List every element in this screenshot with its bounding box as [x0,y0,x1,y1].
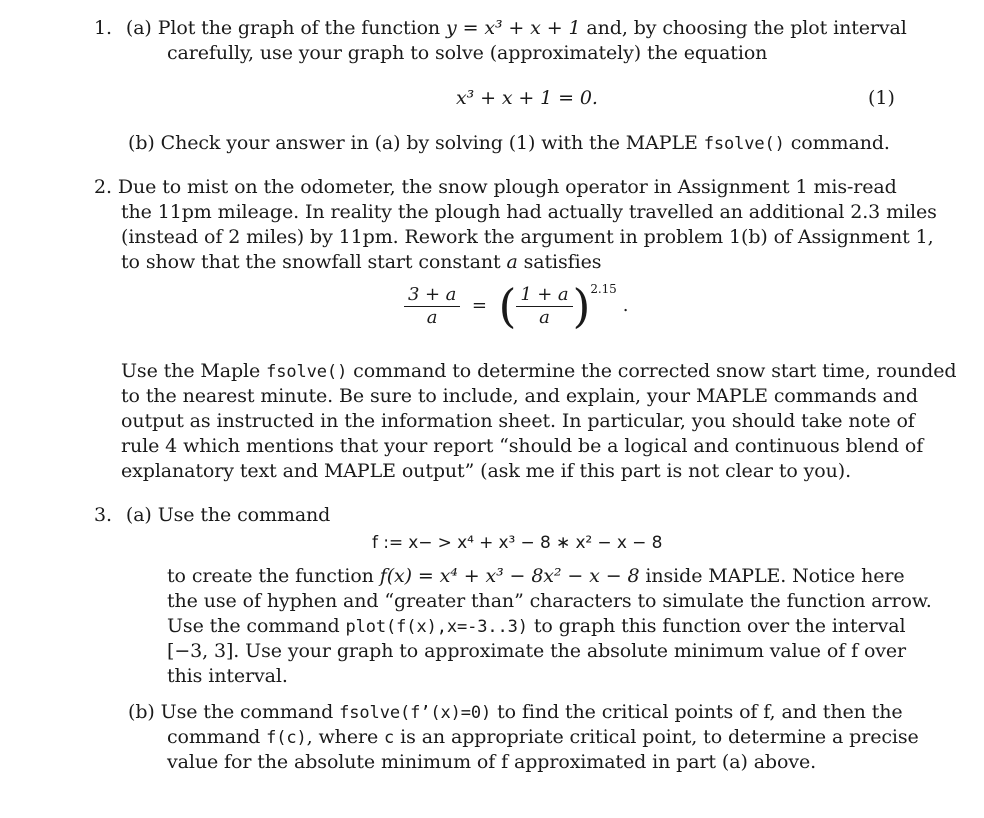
problem1b-text: Check your answer in (a) by solving (1) with the MAPLE [160,132,698,154]
problem3a-text: to create the function [167,565,374,587]
lhs-numerator: 3 + a [404,284,460,307]
para-text-after: command to determine the corrected snow start time, rounded [353,360,957,382]
problem2-number: 2. [94,176,112,198]
problem3a-intro: Use the command [157,504,331,526]
problem3b-text-after: to find the critical points of f, and then the [497,701,903,723]
problem1b-line [128,131,890,156]
problem2-line2: the 11pm mileage. In reality the plough had actually travelled an additional 2.3 miles [121,201,937,223]
problem3a-line6: this interval. [167,665,288,687]
rhs-denominator: a [539,306,550,328]
problem3b-text-2: command [167,726,261,748]
problem3a-text-after: inside MAPLE. Notice here [645,565,905,587]
problem3b-line1 [128,700,903,725]
problem2-line1 [94,175,897,199]
problem1-line1 [94,16,907,40]
problem3a-text-3: Use the command [167,615,340,637]
problem2-para-line5: explanatory text and MAPLE output” (ask me if this part is not clear to you). [121,460,852,482]
maple-command: f := x− > x⁴ + x³ − 8 ∗ x² − x − 8 [372,533,663,553]
problem2-text-4: to show that the snowfall start constant [121,251,501,273]
problem2-para-line2: to the nearest minute. Be sure to include, and explain, your MAPLE commands and [121,385,918,407]
snowfall-formula: $\frac{3 + a}{a}$ = ( $\frac{1 + a}{a}$ )$^{2.15}$. [404,283,628,329]
para-text: Use the Maple [121,360,261,382]
problem3a-label: (a) [125,504,152,526]
problem3b-text: Use the command [160,701,334,723]
lhs-denominator: a [426,306,438,328]
problem3a-line5: [−3, 3]. Use your graph to approximate the absolute minimum value of f over [167,640,907,662]
equation-number: (1) [868,87,895,109]
plot-code: plot(f(x),x=-3..3) [345,617,528,637]
problem2-text-tail: satisfies [523,251,602,273]
problem1a-function: y = x³ + x + 1 [446,17,581,39]
problem3-line1 [94,503,330,527]
problem3a-line2 [167,564,905,588]
problem3-number: 3. [94,504,112,526]
problem2-text: Due to mist on the odometer, the snow plough operator in Assignment 1 mis-read [117,176,897,198]
problem1b-label: (b) [128,132,155,154]
problem1-number: 1. [94,17,112,39]
problem3b-label: (b) [128,701,155,723]
problem3a-line4 [167,614,905,639]
problem3b-mid: , where [306,726,379,748]
variable-a: a [506,251,518,273]
formula-exponent: 2.15 [590,282,617,296]
function-definition: f(x) = x⁴ + x³ − 8x² − x − 8 [379,565,640,587]
fsolve-code-2: fsolve() [266,362,348,382]
problem2-line3: (instead of 2 miles) by 11pm. Rework the argument in problem 1(b) of Assignment 1, [121,226,934,248]
problem3a-line3: the use of hyphen and “greater than” characters to simulate the function arrow. [167,590,932,612]
lhs-fraction [404,284,460,329]
problem3b-text-2-after: is an appropriate critical point, to determine a precise [400,726,919,748]
c-code: c [384,728,395,748]
problem3b-line2 [167,725,919,750]
problem2-para-line4: rule 4 which mentions that your report “should be a logical and continuous blend of [121,435,924,457]
fc-code: f(c) [266,728,307,748]
problem2-para-line3: output as instructed in the information sheet. In particular, you should take note of [121,410,915,432]
problem2-line4 [121,250,601,274]
problem1a-text: Plot the graph of the function [157,17,441,39]
problem1a-label: (a) [125,17,152,39]
fsolve-derivative-code: fsolve(f’(x)=0) [339,703,492,723]
problem1a-line2: carefully, use your graph to solve (approximately) the equation [167,42,768,64]
problem2-para-line1 [121,359,956,384]
fsolve-code: fsolve() [703,134,785,154]
problem3a-text-3-after: to graph this function over the interval [533,615,906,637]
equation-1: x³ + x + 1 = 0. [456,87,598,109]
problem3b-line3: value for the absolute minimum of f approximated in part (a) above. [167,751,817,773]
rhs-fraction [516,284,572,329]
problem1a-text-tail: and, by choosing the plot interval [586,17,907,39]
problem1b-text-after: command. [790,132,890,154]
rhs-numerator: 1 + a [516,284,572,307]
